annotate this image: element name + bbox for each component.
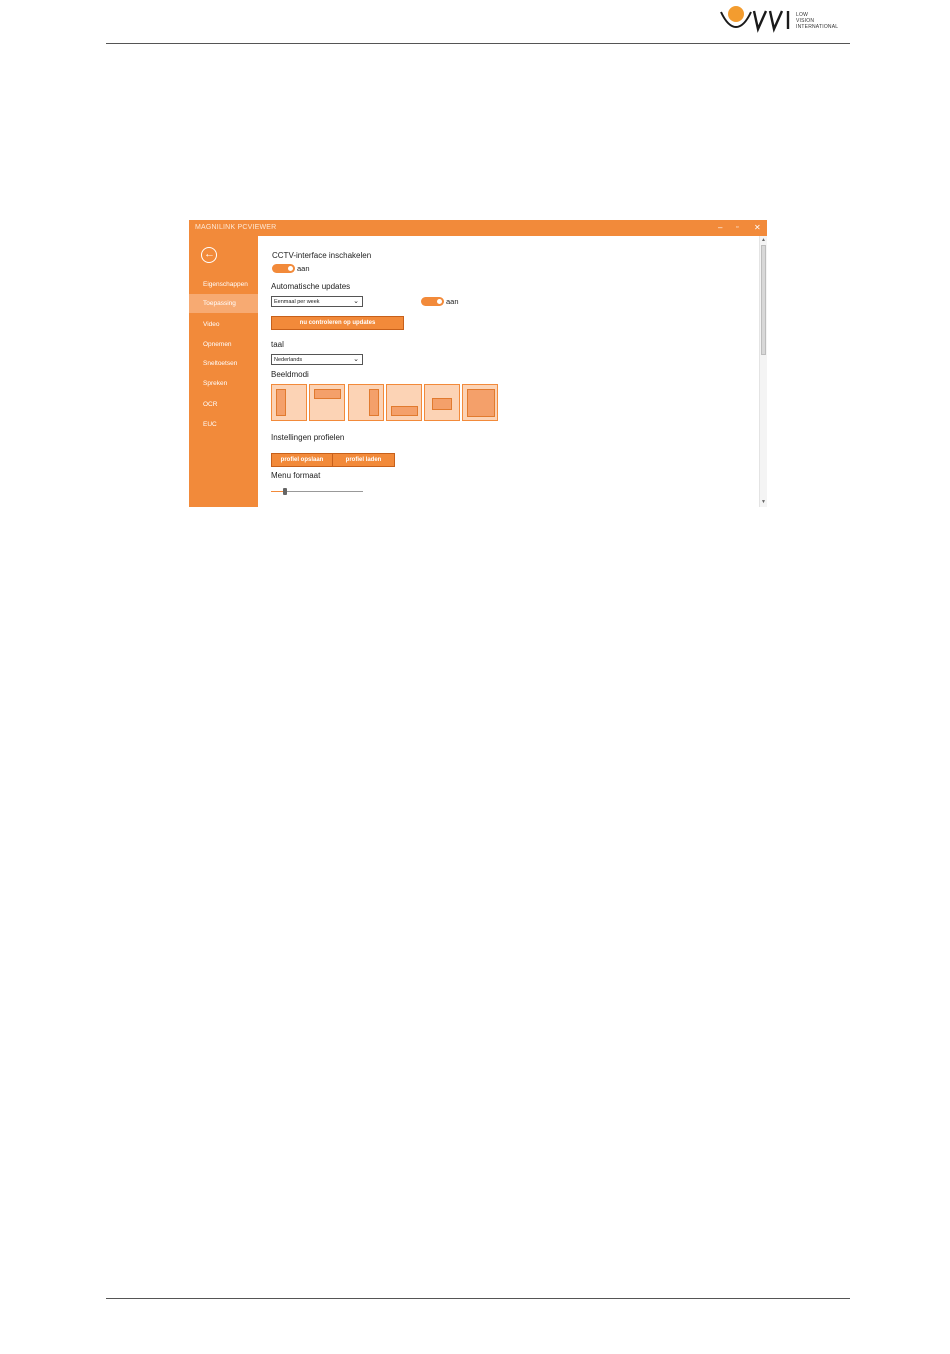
maximize-icon[interactable]: ▫ — [736, 224, 739, 231]
minimize-icon[interactable]: – — [718, 223, 723, 232]
title-bar — [189, 220, 767, 236]
chevron-down-icon: ⌄ — [353, 298, 359, 305]
sidebar-item-label: EUC — [203, 421, 217, 428]
app-window-screenshot — [189, 220, 767, 507]
logo-tagline-line: VISION — [796, 18, 815, 24]
check-updates-button[interactable]: nu controleren op updates — [271, 316, 404, 330]
back-button[interactable] — [201, 247, 217, 263]
updates-toggle[interactable] — [421, 297, 444, 306]
save-profile-button[interactable]: profiel opslaan — [271, 453, 333, 467]
language-select[interactable] — [271, 354, 363, 365]
load-profile-button[interactable]: profiel laden — [332, 453, 395, 467]
menu-size-label: Menu formaat — [271, 471, 321, 480]
settings-content — [258, 236, 759, 507]
sidebar-item-toepassing[interactable] — [189, 294, 258, 313]
display-mode-right-tile[interactable] — [348, 384, 384, 421]
sidebar-item-opnemen[interactable] — [189, 335, 258, 354]
lvi-logo — [718, 3, 848, 35]
mode-region — [276, 389, 286, 416]
header-rule — [106, 43, 850, 44]
mode-region — [432, 398, 452, 410]
scroll-up-icon[interactable]: ▲ — [761, 237, 766, 243]
chevron-down-icon: ⌄ — [353, 356, 359, 363]
mode-region — [391, 406, 418, 416]
sidebar-item-label: Opnemen — [203, 341, 232, 348]
display-mode-center-tile[interactable] — [424, 384, 460, 421]
sidebar-item-video[interactable] — [189, 315, 258, 334]
mode-region — [467, 389, 495, 417]
updates-toggle-state: aan — [446, 297, 459, 306]
display-modes-label: Beeldmodi — [271, 370, 309, 379]
cctv-label: CCTV-interface inschakelen — [272, 251, 372, 260]
sidebar-item-euc[interactable] — [189, 415, 258, 434]
sidebar-item-label: OCR — [203, 401, 218, 408]
display-mode-left-tile[interactable] — [271, 384, 307, 421]
sidebar-item-label: Sneltoetsen — [203, 360, 238, 367]
sidebar-item-sneltoetsen[interactable] — [189, 354, 258, 373]
sidebar-item-label: Eigenschappen — [203, 281, 248, 288]
sidebar-item-label: Toepassing — [203, 300, 236, 307]
scroll-down-icon[interactable]: ▼ — [761, 499, 766, 505]
language-value: Nederlands — [274, 357, 303, 363]
lvi-logo-mark — [718, 3, 794, 35]
updates-frequency-value: Eenmaal per week — [274, 299, 320, 305]
updates-label: Automatische updates — [271, 282, 351, 291]
close-icon[interactable]: ✕ — [754, 223, 761, 232]
sidebar-item-eigenschappen[interactable] — [189, 275, 258, 294]
display-mode-top-tile[interactable] — [309, 384, 345, 421]
footer-rule — [106, 1298, 850, 1299]
logo-tagline — [796, 12, 838, 30]
sidebar-item-spreken[interactable] — [189, 374, 258, 393]
arrow-left-icon: ← — [204, 248, 215, 260]
app-title: MAGNILINK PCVIEWER — [195, 224, 277, 231]
cctv-toggle[interactable] — [272, 264, 295, 273]
menu-size-slider[interactable] — [271, 491, 363, 492]
sidebar-item-label: Video — [203, 321, 220, 328]
profiles-label: Instellingen profielen — [271, 433, 345, 442]
scrollbar-thumb[interactable] — [761, 245, 766, 355]
mode-region — [314, 389, 341, 399]
sidebar-item-ocr[interactable] — [189, 395, 258, 414]
display-mode-bottom-tile[interactable] — [386, 384, 422, 421]
vertical-scrollbar[interactable] — [759, 236, 767, 507]
sidebar-item-label: Spreken — [203, 380, 228, 387]
mode-region — [369, 389, 379, 416]
cctv-toggle-state: aan — [297, 264, 310, 273]
updates-frequency-select[interactable] — [271, 296, 363, 307]
logo-tagline-line: LOW — [796, 12, 808, 18]
display-mode-full-tile[interactable] — [462, 384, 498, 421]
settings-sidebar — [189, 236, 258, 507]
logo-tagline-line: INTERNATIONAL — [796, 24, 839, 30]
display-mode-tiles — [271, 384, 500, 422]
language-label: taal — [271, 340, 284, 349]
menu-size-slider-thumb[interactable] — [283, 488, 287, 495]
